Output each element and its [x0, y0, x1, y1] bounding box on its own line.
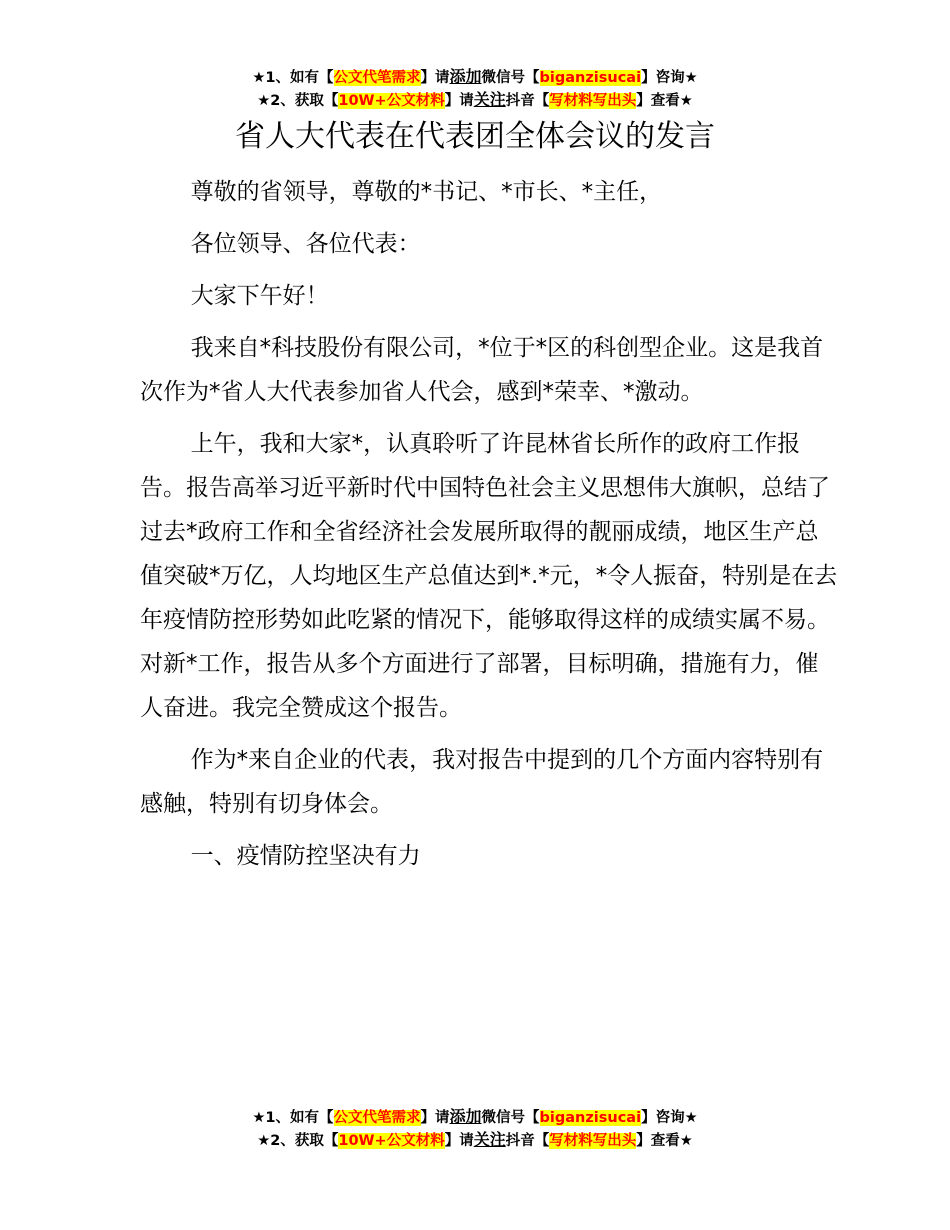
banner-text: ★1、如有【	[252, 70, 334, 86]
paragraph-salutation: 尊敬的省领导，尊敬的*书记、*市长、*主任，	[190, 179, 663, 205]
banner-text: 】查看★	[636, 1133, 693, 1149]
banner-emphasis: 关注	[473, 90, 506, 109]
banner-text: 】请	[420, 1110, 450, 1126]
banner-text: 】请	[420, 70, 450, 86]
banner-line-2	[0, 89, 950, 112]
banner-line-1	[0, 1106, 950, 1129]
banner-text: ★2、获取【	[257, 93, 339, 109]
banner-text: 】请	[444, 93, 474, 109]
highlight-douyin-account: 写材料写出头	[549, 1133, 637, 1149]
highlight-materials: 10W+公文材料	[338, 1133, 445, 1149]
highlight-wechat-id: biganzisucai	[539, 70, 642, 86]
banner-text: 微信号【	[481, 70, 540, 86]
banner-text: 微信号【	[481, 1110, 540, 1126]
banner-text: ★1、如有【	[252, 1110, 334, 1126]
section-heading-1: 一、疫情防控坚决有力	[190, 843, 421, 869]
banner-emphasis: 添加	[449, 67, 482, 86]
paragraph-report-review: 上午，我和大家*，认真聆听了许昆林省长所作的政府工作报告。报告高举习近平新时代中国特色社会主义思想伟大旗帜，总结了过去*政府工作和全省经济社会发展所取得的靓丽成绩，地区生产总值突破*万亿，人均地区生产总值达到*.*元，*令人振奋，特别是在去年疫情防控形势如此吃紧的情况下，能够取得这样的成绩实属不易。对新*工作，报告从多个方面进行了部署，目标明确，措施有力，催人奋进。我完全赞成这个报告。	[140, 431, 838, 721]
banner-text: 】咨询★	[641, 1110, 698, 1126]
document-title: 省人大代表在代表团全体会议的发言	[235, 119, 715, 154]
highlight-service: 公文代笔需求	[333, 70, 421, 86]
top-banner	[0, 66, 950, 112]
highlight-service: 公文代笔需求	[333, 1110, 421, 1126]
paragraph-greeting: 大家下午好！	[190, 283, 329, 309]
banner-text: 抖音【	[505, 1133, 550, 1149]
highlight-materials: 10W+公文材料	[338, 93, 445, 109]
highlight-douyin-account: 写材料写出头	[549, 93, 637, 109]
banner-emphasis: 关注	[473, 1130, 506, 1149]
paragraph-address: 各位领导、各位代表：	[190, 231, 421, 257]
banner-text: 】咨询★	[641, 70, 698, 86]
paragraph-enterprise-view: 作为*来自企业的代表，我对报告中提到的几个方面内容特别有感触，特别有切身体会。	[140, 747, 824, 817]
banner-text: ★2、获取【	[257, 1133, 339, 1149]
banner-emphasis: 添加	[449, 1107, 482, 1126]
paragraph-introduction: 我来自*科技股份有限公司，*位于*区的科创型企业。这是我首次作为*省人大代表参加省人代会，感到*荣幸、*激动。	[140, 335, 824, 405]
document-body	[140, 170, 840, 886]
highlight-wechat-id: biganzisucai	[539, 1110, 642, 1126]
banner-line-2	[0, 1129, 950, 1152]
banner-text: 】查看★	[636, 93, 693, 109]
banner-text: 】请	[444, 1133, 474, 1149]
banner-line-1	[0, 66, 950, 89]
bottom-banner	[0, 1106, 950, 1152]
banner-text: 抖音【	[505, 93, 550, 109]
